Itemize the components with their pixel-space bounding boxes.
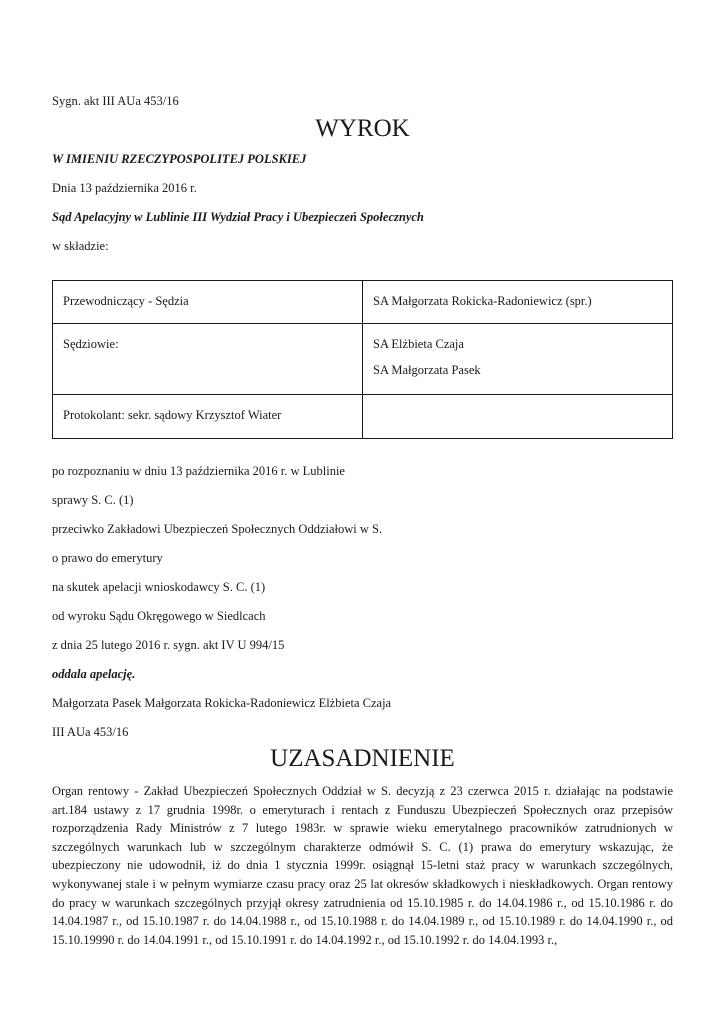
defendant-line: przeciwko Zakładowi Ubezpieczeń Społecznych Oddziałowi w S. — [52, 522, 383, 536]
judges-row — [53, 324, 673, 395]
subject-line: o prawo do emerytury — [52, 551, 163, 565]
judges-label-cell — [53, 324, 363, 395]
court-composition-table — [52, 280, 673, 439]
recorder-label: Protokolant: sekr. sądowy Krzysztof Wiater — [63, 408, 282, 422]
hearing-line: po rozpoznaniu w dniu 13 października 2016 r. w Lublinie — [52, 464, 345, 478]
lower-court-line: od wyroku Sądu Okręgowego w Siedlcach — [52, 609, 266, 623]
justification-paragraph: Organ rentowy - Zakład Ubezpieczeń Społecznych Oddział w S. decyzją z 23 czerwca 2015 r. działając na podstawie art.184 ustawy z 17 grudnia 1998r. o emeryturach i rentach z Funduszu Ubezpieczeń Społecznych oraz przepisów rozporządzenia Rady Ministrów z 7 lutego 1983r. w sprawie wieku emerytalnego pracowników zatrudnionych w szczególnych warunkach lub w szczególnym charakterze odmówił S. C. (1) prawa do emerytury wskazując, że ubezpieczony nie udowodnił, iż do dnia 1 stycznia 1999r. osiągnął 15-letni staż pracy w warunkach szczególnych, wykonywanej stale i w pełnym wymiarze czasu pracy oraz 25 lat okresów składkowych i nieskładkowych. Organ rentowy do pracy w warunkach szczególnych przyjął okresy zatrudnienia od 15.10.1985 r. do 14.04.1986 r., od 15.10.1986 r. do 14.04.1987 r., od 15.10.1987 r. do 14.04.1988 r., od 15.10.1988 r. do 14.04.1989 r., od 15.10.1989 r. do 14.04.1990 r., od 15.10.19990 r. do 14.04.1991 r., od 15.10.1991 r. do 14.04.1992 r., od 15.10.1992 r. do 14.04.1993 r., — [52, 784, 673, 947]
composition-label: w składzie: — [52, 239, 109, 253]
justification-reference: III AUa 453/16 — [52, 725, 129, 739]
justification-body — [52, 782, 673, 949]
in-the-name-heading: W IMIENIU RZECZYPOSPOLITEJ POLSKIEJ — [52, 152, 307, 166]
verdict: oddala apelację. — [52, 667, 136, 681]
judges-names-cell — [363, 324, 673, 395]
case-reference: Sygn. akt III AUa 453/16 — [52, 94, 179, 108]
presiding-row — [53, 281, 673, 324]
case-party-line: sprawy S. C. (1) — [52, 493, 134, 507]
recorder-value — [363, 395, 672, 407]
presiding-name-cell — [363, 281, 673, 324]
presiding-name: SA Małgorzata Rokicka-Radoniewicz (spr.) — [373, 294, 592, 308]
lower-judgment-date-line: z dnia 25 lutego 2016 r. sygn. akt IV U 994/15 — [52, 638, 285, 652]
judges-label: Sędziowie: — [63, 337, 119, 351]
presiding-label-cell — [53, 281, 363, 324]
judges-signatures: Małgorzata Pasek Małgorzata Rokicka-Radoniewicz Elżbieta Czaja — [52, 696, 392, 710]
judge-name: SA Elżbieta Czaja — [373, 337, 464, 351]
presiding-label: Przewodniczący - Sędzia — [63, 294, 189, 308]
recorder-value-cell — [363, 395, 673, 439]
recorder-row — [53, 395, 673, 439]
recorder-cell — [53, 395, 363, 439]
appeal-line: na skutek apelacji wnioskodawcy S. C. (1) — [52, 580, 266, 594]
judgment-title: WYROK — [315, 115, 410, 142]
judgment-date: Dnia 13 października 2016 r. — [52, 181, 197, 195]
justification-title: UZASADNIENIE — [270, 745, 455, 772]
judge-name: SA Małgorzata Pasek — [373, 363, 481, 377]
court-name: Sąd Apelacyjny w Lublinie III Wydział Pracy i Ubezpieczeń Społecznych — [52, 210, 424, 224]
